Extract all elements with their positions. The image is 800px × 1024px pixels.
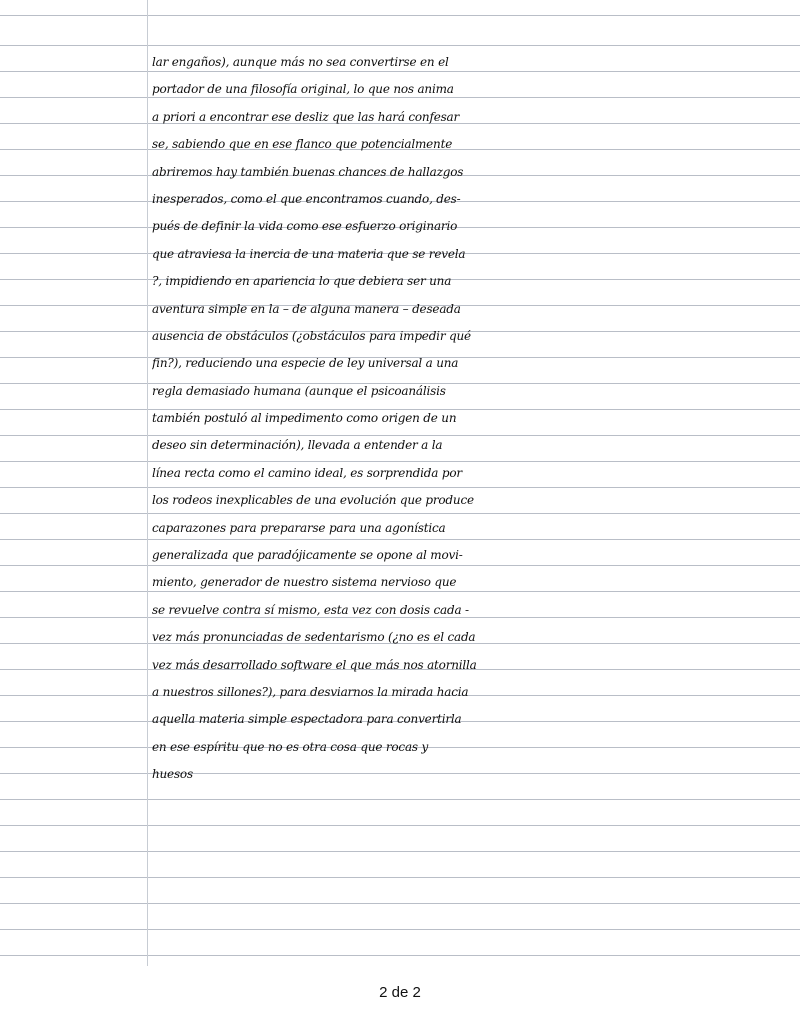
text-line: lar engaños), aunque más no sea convertirse en el <box>152 55 449 69</box>
text-line: pués de definir la vida como ese esfuerzo originario <box>152 219 458 234</box>
text-line: se revuelve contra sí mismo, esta vez con dosis cada - <box>152 602 469 617</box>
text-line: vez más desarrollado software el que más nos atornilla <box>152 657 477 672</box>
text-line: caparazones para prepararse para una agonística <box>152 520 446 535</box>
text-line: también postuló al impedimento como origen de un <box>152 411 457 426</box>
text-line: que atraviesa la inercia de una materia que se revela <box>152 246 466 261</box>
text-line: vez más pronunciadas de sedentarismo (¿no es el cada <box>152 630 476 645</box>
text-line: abriremos hay también buenas chances de hallazgos <box>152 164 464 179</box>
text-line: los rodeos inexplicables de una evolución que produce <box>152 493 474 508</box>
text-line: a priori a encontrar ese desliz que las hará confesar <box>152 109 460 124</box>
text-line: en ese espíritu que no es otra cosa que rocas y <box>152 739 429 754</box>
text-line: inesperados, como el que encontramos cuando, des- <box>152 191 461 206</box>
text-line: a nuestros sillones?), para desviarnos la mirada hacia <box>152 684 469 699</box>
text-line: generalizada que paradójicamente se opone al movi- <box>152 548 463 563</box>
text-line: fin?), reduciendo una especie de ley universal a una <box>152 356 459 371</box>
text-line: ausencia de obstáculos (¿obstáculos para impedir qué <box>152 328 471 343</box>
text-line: se, sabiendo que en ese flanco que potencialmente <box>152 137 453 152</box>
text-line: aquella materia simple espectadora para convertirla <box>152 712 462 727</box>
text-line: portador de una filosofía original, lo que nos anima <box>152 82 454 97</box>
text-line: línea recta como el camino ideal, es sorprendida por <box>152 465 462 480</box>
margin-line <box>147 0 148 966</box>
text-line: deseo sin determinación), llevada a entender a la <box>152 438 443 453</box>
text-line: regla demasiado humana (aunque el psicoanálisis <box>152 383 446 398</box>
text-line: ?, impidiendo en apariencia lo que debiera ser una <box>152 274 452 289</box>
page-indicator: 2 de 2 <box>379 984 421 1001</box>
text-line: huesos <box>152 767 193 782</box>
handwritten-text <box>152 49 800 789</box>
text-line: miento, generador de nuestro sistema nervioso que <box>152 575 457 590</box>
text-line: aventura simple en la – de alguna manera – deseada <box>152 301 461 316</box>
